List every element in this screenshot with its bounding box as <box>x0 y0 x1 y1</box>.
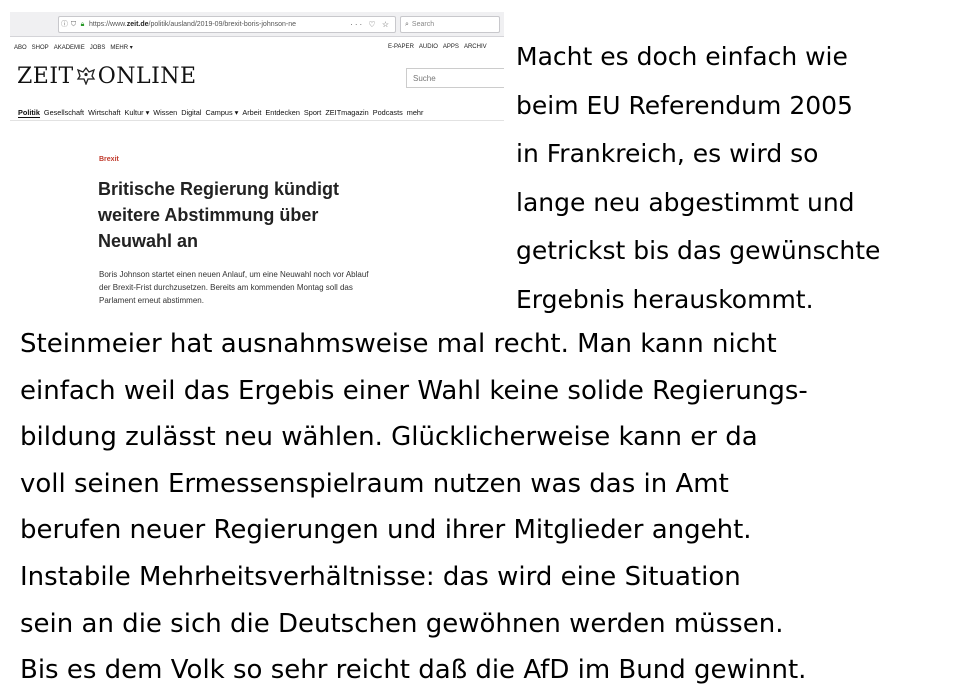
topnav-apps[interactable]: APPS <box>442 44 459 50</box>
article-headline[interactable] <box>98 176 418 254</box>
logo-text-zeit: ZEIT <box>17 64 74 89</box>
topnav-akademie[interactable]: AKADEMIE <box>53 45 85 51</box>
teaser-line: Parlament erneut abstimmen. <box>99 296 204 305</box>
main-comment-line: sein an die sich die Deutschen gewöhnen werden müssen. <box>20 608 784 639</box>
nav-entdecken[interactable]: Entdecken <box>265 108 300 117</box>
side-comment <box>516 33 972 324</box>
nav-zeitmagazin[interactable]: ZEITmagazin <box>325 108 369 117</box>
topnav-abo[interactable]: ABO <box>14 45 27 51</box>
main-comment <box>20 321 970 694</box>
pocket-icon[interactable]: ♡ <box>368 20 378 29</box>
teaser-line: der Brexit-Frist durchzusetzen. Bereits am kommenden Montag soll das <box>99 283 353 292</box>
topnav-shop[interactable]: SHOP <box>31 45 49 51</box>
nav-arbeit[interactable]: Arbeit <box>242 108 262 117</box>
article-screenshot <box>10 12 504 317</box>
nav-kultur[interactable]: Kultur ▾ <box>124 108 150 117</box>
side-comment-line: in Frankreich, es wird so <box>516 139 819 168</box>
zeit-online-logo[interactable] <box>17 64 197 89</box>
headline-line: Britische Regierung kündigt <box>98 179 340 199</box>
main-comment-line: einfach weil das Ergebis einer Wahl keine solide Regierungs- <box>20 375 808 406</box>
search-icon: ⌕ <box>405 21 409 28</box>
headline-line: Neuwahl an <box>98 231 199 251</box>
nav-wissen[interactable]: Wissen <box>153 108 178 117</box>
nav-divider <box>10 120 504 121</box>
lock-icon: 🔒︎ <box>80 21 85 28</box>
nav-podcasts[interactable]: Podcasts <box>372 108 403 117</box>
side-comment-line: getrickst bis das gewünschte <box>516 236 881 265</box>
side-comment-line: lange neu abgestimmt und <box>516 187 855 217</box>
teaser-line: Boris Johnson startet einen neuen Anlauf, um eine Neuwahl noch vor Ablauf <box>99 270 369 279</box>
shield-icon[interactable]: ⛉ <box>70 21 77 28</box>
topnav-archiv[interactable]: ARCHIV <box>463 44 487 50</box>
address-bar[interactable] <box>58 16 396 33</box>
site-top-nav <box>10 42 504 54</box>
topnav-mehr[interactable]: MEHR ▾ <box>110 45 133 51</box>
bookmark-icon[interactable]: ☆ <box>381 20 391 29</box>
info-icon[interactable]: ⓘ <box>61 21 68 28</box>
nav-sport[interactable]: Sport <box>303 108 322 117</box>
browser-search-placeholder: Search <box>411 21 435 28</box>
browser-search-input[interactable] <box>400 16 500 33</box>
nav-gesellschaft[interactable]: Gesellschaft <box>43 108 85 117</box>
side-comment-line: Macht es doch einfach wie <box>516 42 848 71</box>
eagle-crest-icon <box>76 67 96 85</box>
nav-wirtschaft[interactable]: Wirtschaft <box>88 108 121 117</box>
main-comment-line: berufen neuer Regierungen und ihrer Mitglieder angeht. <box>20 515 752 546</box>
url-text: https://www.zeit.de/politik/ausland/2019-09/brexit-boris-johnson-ne <box>89 21 297 28</box>
more-icon[interactable]: ··· <box>350 20 365 29</box>
side-comment-line: Ergebnis herauskommt. <box>516 284 814 314</box>
main-comment-line: voll seinen Ermessenspielraum nutzen was das in Amt <box>20 468 729 499</box>
headline-line: weitere Abstimmung über <box>98 205 319 225</box>
topnav-audio[interactable]: AUDIO <box>418 44 438 50</box>
article-kicker[interactable]: Brexit <box>99 156 119 163</box>
nav-campus[interactable]: Campus ▾ <box>205 108 239 117</box>
nav-politik[interactable]: Politik <box>18 108 40 117</box>
main-comment-line: Bis es dem Volk so sehr reicht daß die AfD im Bund gewinnt. <box>20 655 807 686</box>
topnav-jobs[interactable]: JOBS <box>89 45 106 51</box>
main-comment-line: bildung zulässt neu wählen. Glücklicherweise kann er da <box>20 422 758 453</box>
side-comment-line: beim EU Referendum 2005 <box>516 90 853 120</box>
nav-digital[interactable]: Digital <box>181 108 202 117</box>
nav-mehr[interactable]: mehr <box>406 108 424 117</box>
site-search-input[interactable]: Suche <box>406 68 504 88</box>
logo-text-online: ONLINE <box>97 64 197 89</box>
page-actions <box>350 17 391 32</box>
browser-toolbar <box>10 12 504 37</box>
topnav-epaper[interactable]: E-PAPER <box>388 44 414 50</box>
article-teaser <box>99 268 429 307</box>
main-comment-line: Instabile Mehrheitsverhältnisse: das wird eine Situation <box>20 561 741 592</box>
main-comment-line: Steinmeier hat ausnahmsweise mal recht. Man kann nicht <box>20 329 777 359</box>
category-nav <box>18 108 504 117</box>
